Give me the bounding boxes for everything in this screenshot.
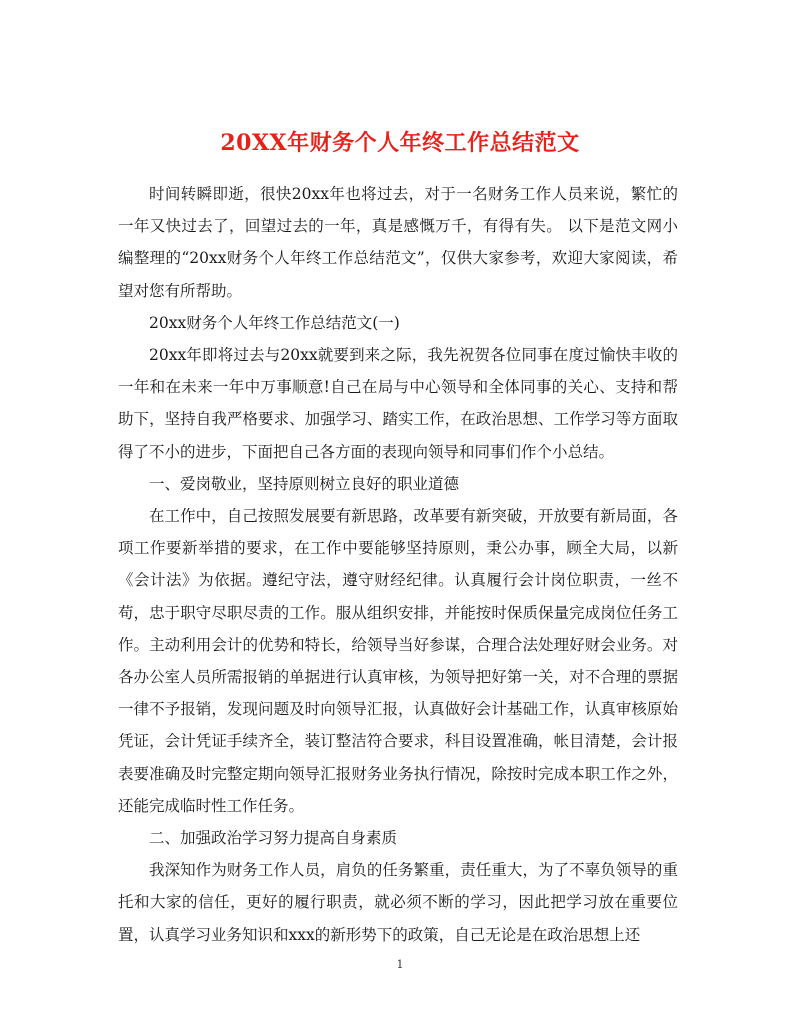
section-heading-part-one: 20xx财务个人年终工作总结范文(一) <box>149 313 400 332</box>
intro-paragraph: 时间转瞬即逝，很快20xx年也将过去，对于一名财务工作人员来说，繁忙的一年又快过去了，回望过去的一年，真是感慨万千，有得有失。 以下是范文网小编整理的“20xx财务个人年终工作总结范文”，仅供大家参考，欢迎大家阅读，希望对您有所帮助。 <box>118 185 678 300</box>
document-title: 20XX年财务个人年终工作总结范文 <box>220 129 580 156</box>
body-paragraph: 20xx年即将过去与20xx就要到来之际，我先祝贺各位同事在度过愉快丰收的一年和在未来一年中万事顺意!自己在局与中心领导和全体同事的关心、支持和帮助下，坚持自我严格要求、加强学习、踏实工作，在政治思想、工作学习等方面取得了不小的进步，下面把自己各方面的表现向领导和同事们作个小总结。 <box>118 346 678 461</box>
body-paragraph: 在工作中，自己按照发展要有新思路，改革要有新突破，开放要有新局面，各项工作要新举措的要求，在工作中要能够坚持原则，秉公办事，顾全大局，以新《会计法》为依据。遵纪守法，遵守财经纪律。认真履行会计岗位职责，一丝不苟，忠于职守尽职尽责的工作。服从组织安排，并能按时保质保量完成岗位任务工作。主动利用会计的优势和特长，给领导当好参谋，合理合法处理好财会业务。对各办公室人员所需报销的单据进行认真审核，为领导把好第一关，对不合理的票据一律不予报销，发现问题及时向领导汇报，认真做好会计基础工作，认真审核原始凭证，会计凭证手续齐全，装订整洁符合要求，科目设置准确，帐目清楚，会计报表要准确及时完整定期向领导汇报财务业务执行情况，除按时完成本职工作之外，还能完成临时性工作任务。 <box>118 507 678 815</box>
document-body <box>118 178 678 951</box>
section-heading: 二、加强政治学习努力提高自身素质 <box>149 829 398 848</box>
section-heading: 一、爱岗敬业，坚持原则树立良好的职业道德 <box>149 474 460 493</box>
body-paragraph: 我深知作为财务工作人员，肩负的任务繁重，责任重大，为了不辜负领导的重托和大家的信任，更好的履行职责，就必须不断的学习，因此把学习放在重要位置，认真学习业务知识和xxx的新形势下的政策，自己无论是在政治思想上还 <box>118 861 678 944</box>
page-number: 1 <box>396 958 404 971</box>
